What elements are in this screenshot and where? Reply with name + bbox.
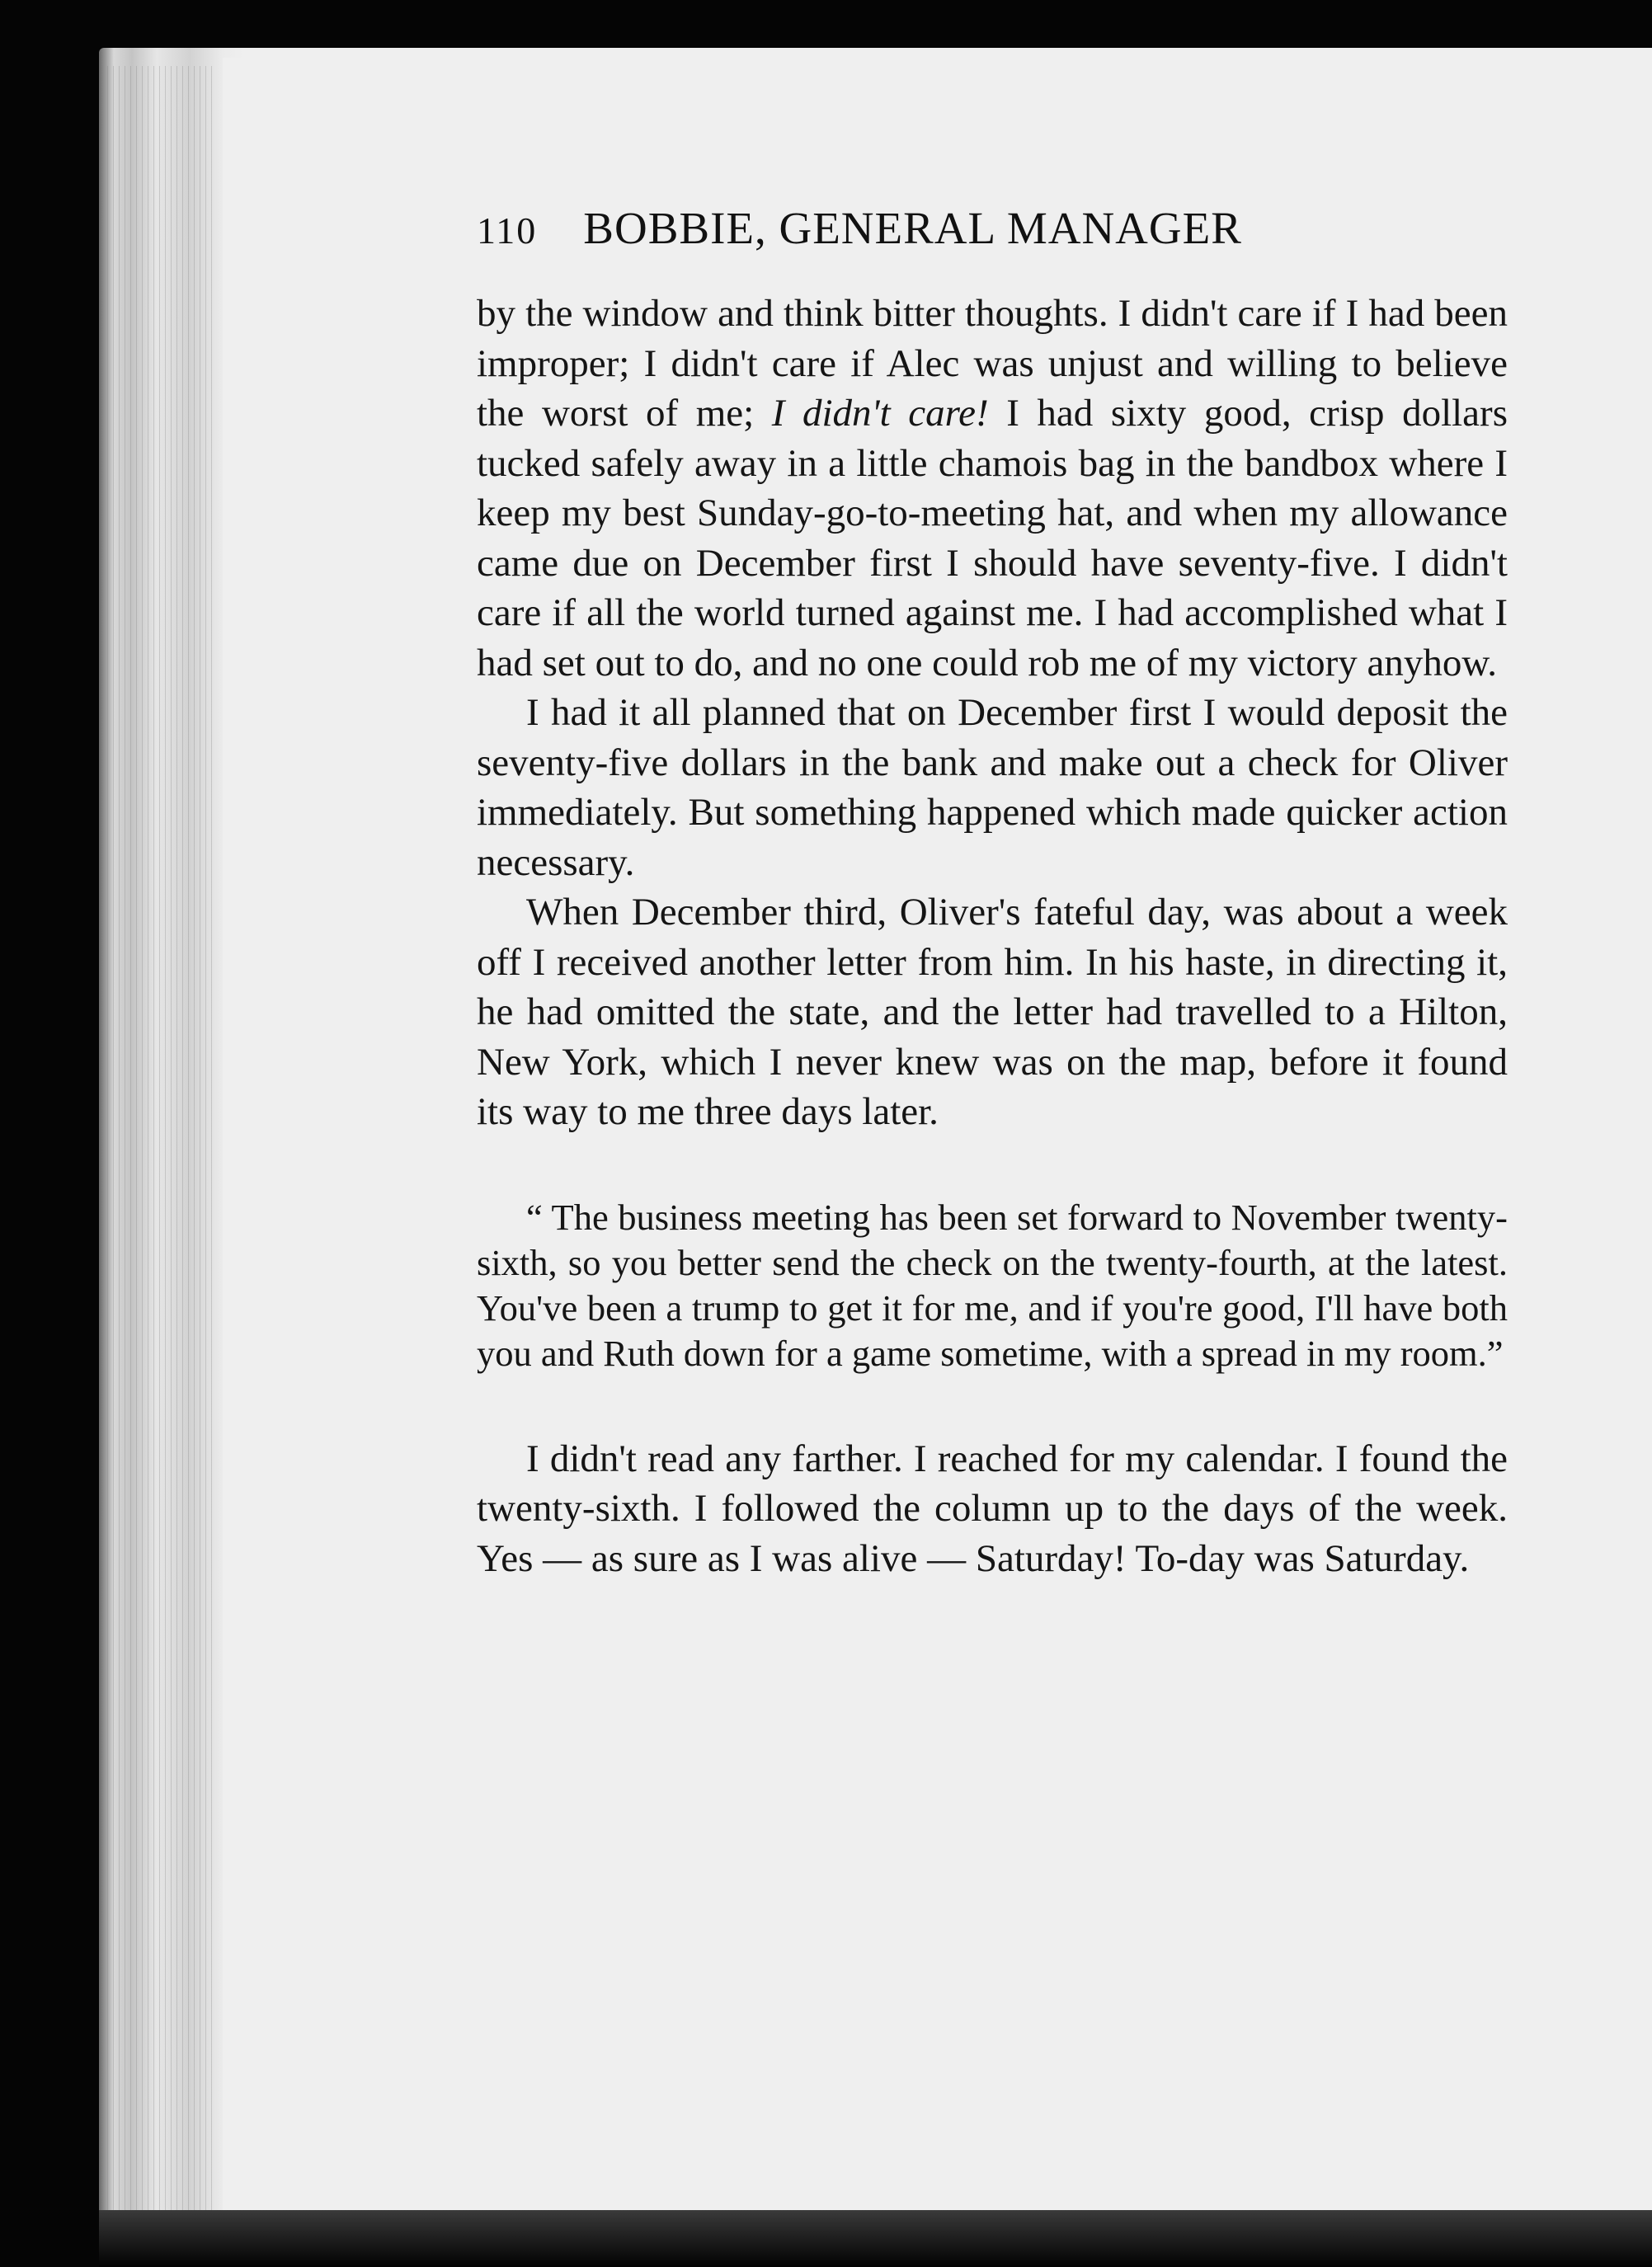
page-edges <box>107 66 214 2210</box>
bottom-shadow <box>99 2210 1652 2267</box>
quoted-letter: “ The business meeting has been set forward to November twenty-sixth, so you better send the check on the twenty-fourth, at the latest. You've been a trump to get it for me, and if you're good, I'll have both you and Ruth down for a game sometime, with a spread in my room.” <box>477 1196 1508 1374</box>
paragraph-1 <box>477 289 1508 688</box>
paragraph-1-start: by the window and think bitter thoughts. I didn't care if I had been improper; I didn't care if Alec was unjust and willing to believe the worst of me; <box>477 292 1508 435</box>
running-head <box>477 202 1508 268</box>
paragraph-4: I didn't read any farther. I reached for my calendar. I found the twenty-sixth. I followed the column up to the days of the week. Yes — as sure as I was alive — Saturday! To-day was Saturday. <box>477 1437 1508 1580</box>
running-title: BOBBIE, GENERAL MANAGER <box>583 203 1242 253</box>
paragraph-1-end: I had sixty good, crisp dollars tucked safely away in a little chamois bag in the bandbox where I keep my best Sunday-go-to-meeting hat, and when my allowance came due on December first I should have seventy-five. I didn't care if all the world turned against me. I had accomplished what I had set out to do, and no one could rob me of my victory anyhow. <box>477 392 1508 684</box>
paragraph-2: I had it all planned that on December first I would deposit the seventy-five dollars in the bank and make out a check for Oliver immediately. But something happened which made quicker action necessary. <box>477 691 1508 884</box>
page-number: 110 <box>477 209 538 252</box>
body-text <box>477 289 1508 1583</box>
paragraph-1-italic: I didn't care! <box>771 392 989 435</box>
paragraph-3: When December third, Oliver's fateful day, was about a week off I received another letter from him. In his haste, in directing it, he had omitted the state, and the letter had travelled to a Hilton, New York, which I never knew was on the map, before it found its way to me three days later. <box>477 891 1508 1133</box>
